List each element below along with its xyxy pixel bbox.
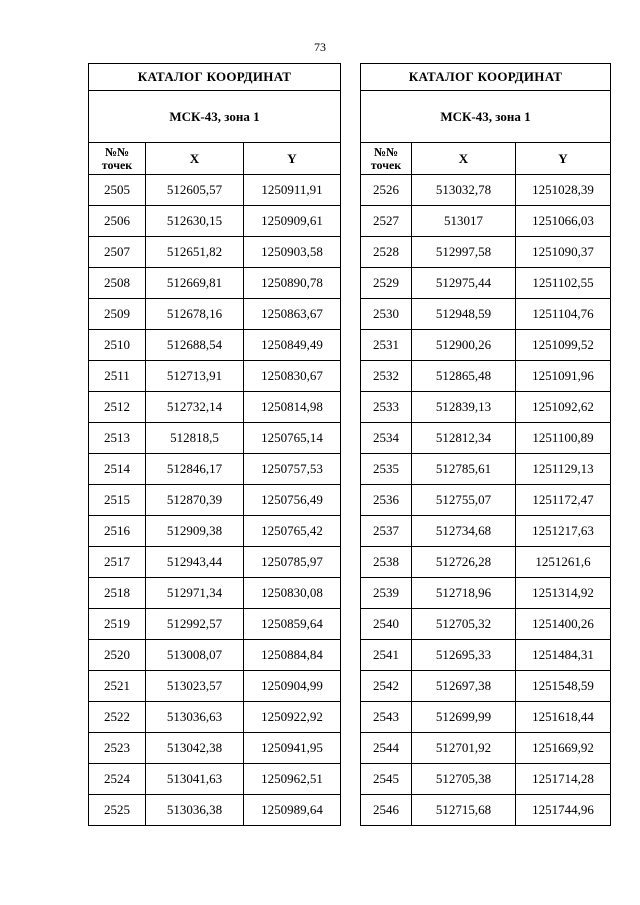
table-body [361,175,611,826]
point-number-cell: 2531 [361,330,412,361]
point-number-cell: 2536 [361,485,412,516]
table-row [89,206,341,237]
table-row [361,299,611,330]
y-coordinate-cell: 1250765,14 [244,423,341,454]
point-number-cell: 2522 [89,702,146,733]
y-coordinate-cell: 1250941,95 [244,733,341,764]
x-coordinate-cell: 512755,07 [412,485,516,516]
y-coordinate-cell: 1251261,6 [516,547,611,578]
x-coordinate-cell: 512713,91 [146,361,244,392]
table-row [361,578,611,609]
y-coordinate-cell: 1251028,39 [516,175,611,206]
y-coordinate-cell: 1251618,44 [516,702,611,733]
table-row [361,609,611,640]
table-row [361,795,611,826]
page-number: 73 [314,40,326,54]
y-coordinate-cell: 1250909,61 [244,206,341,237]
point-number-cell: 2516 [89,516,146,547]
x-coordinate-cell: 513042,38 [146,733,244,764]
point-number-cell: 2521 [89,671,146,702]
y-coordinate-cell: 1250859,64 [244,609,341,640]
point-number-cell: 2537 [361,516,412,547]
table-row [361,175,611,206]
x-coordinate-cell: 512630,15 [146,206,244,237]
point-number-cell: 2530 [361,299,412,330]
x-coordinate-cell: 512651,82 [146,237,244,268]
column-header-point-number: №№ точек [361,143,412,175]
table-body [89,175,341,826]
coordinate-system: МСК-43, зона 1 [89,91,341,143]
y-coordinate-cell: 1250890,78 [244,268,341,299]
table-row [361,640,611,671]
x-coordinate-cell: 512812,34 [412,423,516,454]
table-row [361,671,611,702]
y-coordinate-cell: 1251744,96 [516,795,611,826]
x-coordinate-cell: 512701,92 [412,733,516,764]
point-number-cell: 2542 [361,671,412,702]
point-number-cell: 2543 [361,702,412,733]
table-row [89,299,341,330]
table-row [361,237,611,268]
y-coordinate-cell: 1250863,67 [244,299,341,330]
x-coordinate-cell: 512948,59 [412,299,516,330]
point-number-cell: 2508 [89,268,146,299]
y-coordinate-cell: 1251484,31 [516,640,611,671]
point-number-cell: 2520 [89,640,146,671]
column-header-x: X [146,143,244,175]
table-row [361,485,611,516]
point-number-cell: 2509 [89,299,146,330]
point-number-cell: 2514 [89,454,146,485]
y-coordinate-cell: 1251314,92 [516,578,611,609]
table-row [89,640,341,671]
point-number-cell: 2517 [89,547,146,578]
x-coordinate-cell: 512697,38 [412,671,516,702]
table-row [361,516,611,547]
point-number-cell: 2534 [361,423,412,454]
x-coordinate-cell: 513008,07 [146,640,244,671]
table-row [89,733,341,764]
y-coordinate-cell: 1251129,13 [516,454,611,485]
table-row [89,330,341,361]
y-coordinate-cell: 1251217,63 [516,516,611,547]
point-number-cell: 2524 [89,764,146,795]
table-row [361,423,611,454]
table-row [89,516,341,547]
table-row [361,454,611,485]
y-coordinate-cell: 1250884,84 [244,640,341,671]
y-coordinate-cell: 1250903,58 [244,237,341,268]
y-coordinate-cell: 1251548,59 [516,671,611,702]
table-row [361,764,611,795]
table-row [89,795,341,826]
point-number-cell: 2539 [361,578,412,609]
x-coordinate-cell: 512975,44 [412,268,516,299]
coordinate-catalog-left [88,63,341,826]
table-row [89,702,341,733]
x-coordinate-cell: 512943,44 [146,547,244,578]
catalog-title: КАТАЛОГ КООРДИНАТ [361,64,611,91]
table-row [89,454,341,485]
y-coordinate-cell: 1251172,47 [516,485,611,516]
point-number-cell: 2510 [89,330,146,361]
x-coordinate-cell: 512695,33 [412,640,516,671]
y-coordinate-cell: 1250989,64 [244,795,341,826]
point-number-cell: 2541 [361,640,412,671]
y-coordinate-cell: 1250814,98 [244,392,341,423]
x-coordinate-cell: 513041,63 [146,764,244,795]
point-number-cell: 2533 [361,392,412,423]
x-coordinate-cell: 512900,26 [412,330,516,361]
x-coordinate-cell: 512605,57 [146,175,244,206]
table-row [361,547,611,578]
y-coordinate-cell: 1250785,97 [244,547,341,578]
y-coordinate-cell: 1251669,92 [516,733,611,764]
x-coordinate-cell: 512818,5 [146,423,244,454]
y-coordinate-cell: 1250830,67 [244,361,341,392]
point-number-cell: 2540 [361,609,412,640]
point-number-cell: 2511 [89,361,146,392]
column-header-y: Y [244,143,341,175]
y-coordinate-cell: 1250922,92 [244,702,341,733]
table-row [89,485,341,516]
x-coordinate-cell: 512669,81 [146,268,244,299]
table-row [89,392,341,423]
table-row [89,268,341,299]
table-row [89,609,341,640]
point-number-cell: 2515 [89,485,146,516]
x-coordinate-cell: 512732,14 [146,392,244,423]
x-coordinate-cell: 513017 [412,206,516,237]
y-coordinate-cell: 1251100,89 [516,423,611,454]
x-coordinate-cell: 512699,99 [412,702,516,733]
point-number-cell: 2529 [361,268,412,299]
point-number-cell: 2544 [361,733,412,764]
x-coordinate-cell: 512705,32 [412,609,516,640]
table-row [361,733,611,764]
point-number-cell: 2528 [361,237,412,268]
x-coordinate-cell: 512688,54 [146,330,244,361]
point-number-cell: 2525 [89,795,146,826]
x-coordinate-cell: 513036,63 [146,702,244,733]
column-header-point-number: №№ точек [89,143,146,175]
y-coordinate-cell: 1251400,26 [516,609,611,640]
y-coordinate-cell: 1250962,51 [244,764,341,795]
y-coordinate-cell: 1250756,49 [244,485,341,516]
point-number-cell: 2519 [89,609,146,640]
y-coordinate-cell: 1251090,37 [516,237,611,268]
y-coordinate-cell: 1250765,42 [244,516,341,547]
x-coordinate-cell: 512734,68 [412,516,516,547]
point-number-cell: 2512 [89,392,146,423]
x-coordinate-cell: 512997,58 [412,237,516,268]
table-row [361,206,611,237]
x-coordinate-cell: 513032,78 [412,175,516,206]
table-row [89,237,341,268]
point-number-cell: 2507 [89,237,146,268]
x-coordinate-cell: 512992,57 [146,609,244,640]
x-coordinate-cell: 513036,38 [146,795,244,826]
table-row [89,547,341,578]
x-coordinate-cell: 512726,28 [412,547,516,578]
point-number-cell: 2538 [361,547,412,578]
y-coordinate-cell: 1251714,28 [516,764,611,795]
x-coordinate-cell: 512846,17 [146,454,244,485]
y-coordinate-cell: 1251092,62 [516,392,611,423]
y-coordinate-cell: 1251102,55 [516,268,611,299]
point-number-cell: 2513 [89,423,146,454]
y-coordinate-cell: 1251099,52 [516,330,611,361]
point-number-cell: 2505 [89,175,146,206]
point-number-cell: 2545 [361,764,412,795]
column-header-y: Y [516,143,611,175]
column-header-x: X [412,143,516,175]
x-coordinate-cell: 512971,34 [146,578,244,609]
catalog-title: КАТАЛОГ КООРДИНАТ [89,64,341,91]
table-row [89,423,341,454]
table-row [361,268,611,299]
coordinate-catalog-right [360,63,611,826]
y-coordinate-cell: 1251066,03 [516,206,611,237]
point-number-cell: 2518 [89,578,146,609]
table-row [361,392,611,423]
x-coordinate-cell: 512705,38 [412,764,516,795]
y-coordinate-cell: 1250904,99 [244,671,341,702]
table-row [89,764,341,795]
y-coordinate-cell: 1250911,91 [244,175,341,206]
y-coordinate-cell: 1250757,53 [244,454,341,485]
table-row [361,361,611,392]
table-row [89,175,341,206]
point-number-cell: 2506 [89,206,146,237]
x-coordinate-cell: 512909,38 [146,516,244,547]
x-coordinate-cell: 512715,68 [412,795,516,826]
point-number-cell: 2535 [361,454,412,485]
x-coordinate-cell: 513023,57 [146,671,244,702]
table-row [361,330,611,361]
x-coordinate-cell: 512870,39 [146,485,244,516]
x-coordinate-cell: 512839,13 [412,392,516,423]
x-coordinate-cell: 512678,16 [146,299,244,330]
table-row [89,578,341,609]
coordinate-system: МСК-43, зона 1 [361,91,611,143]
table-row [89,361,341,392]
point-number-cell: 2526 [361,175,412,206]
y-coordinate-cell: 1251104,76 [516,299,611,330]
y-coordinate-cell: 1251091,96 [516,361,611,392]
point-number-cell: 2527 [361,206,412,237]
point-number-cell: 2546 [361,795,412,826]
x-coordinate-cell: 512865,48 [412,361,516,392]
y-coordinate-cell: 1250849,49 [244,330,341,361]
point-number-cell: 2523 [89,733,146,764]
point-number-cell: 2532 [361,361,412,392]
table-row [361,702,611,733]
x-coordinate-cell: 512718,96 [412,578,516,609]
table-row [89,671,341,702]
x-coordinate-cell: 512785,61 [412,454,516,485]
y-coordinate-cell: 1250830,08 [244,578,341,609]
